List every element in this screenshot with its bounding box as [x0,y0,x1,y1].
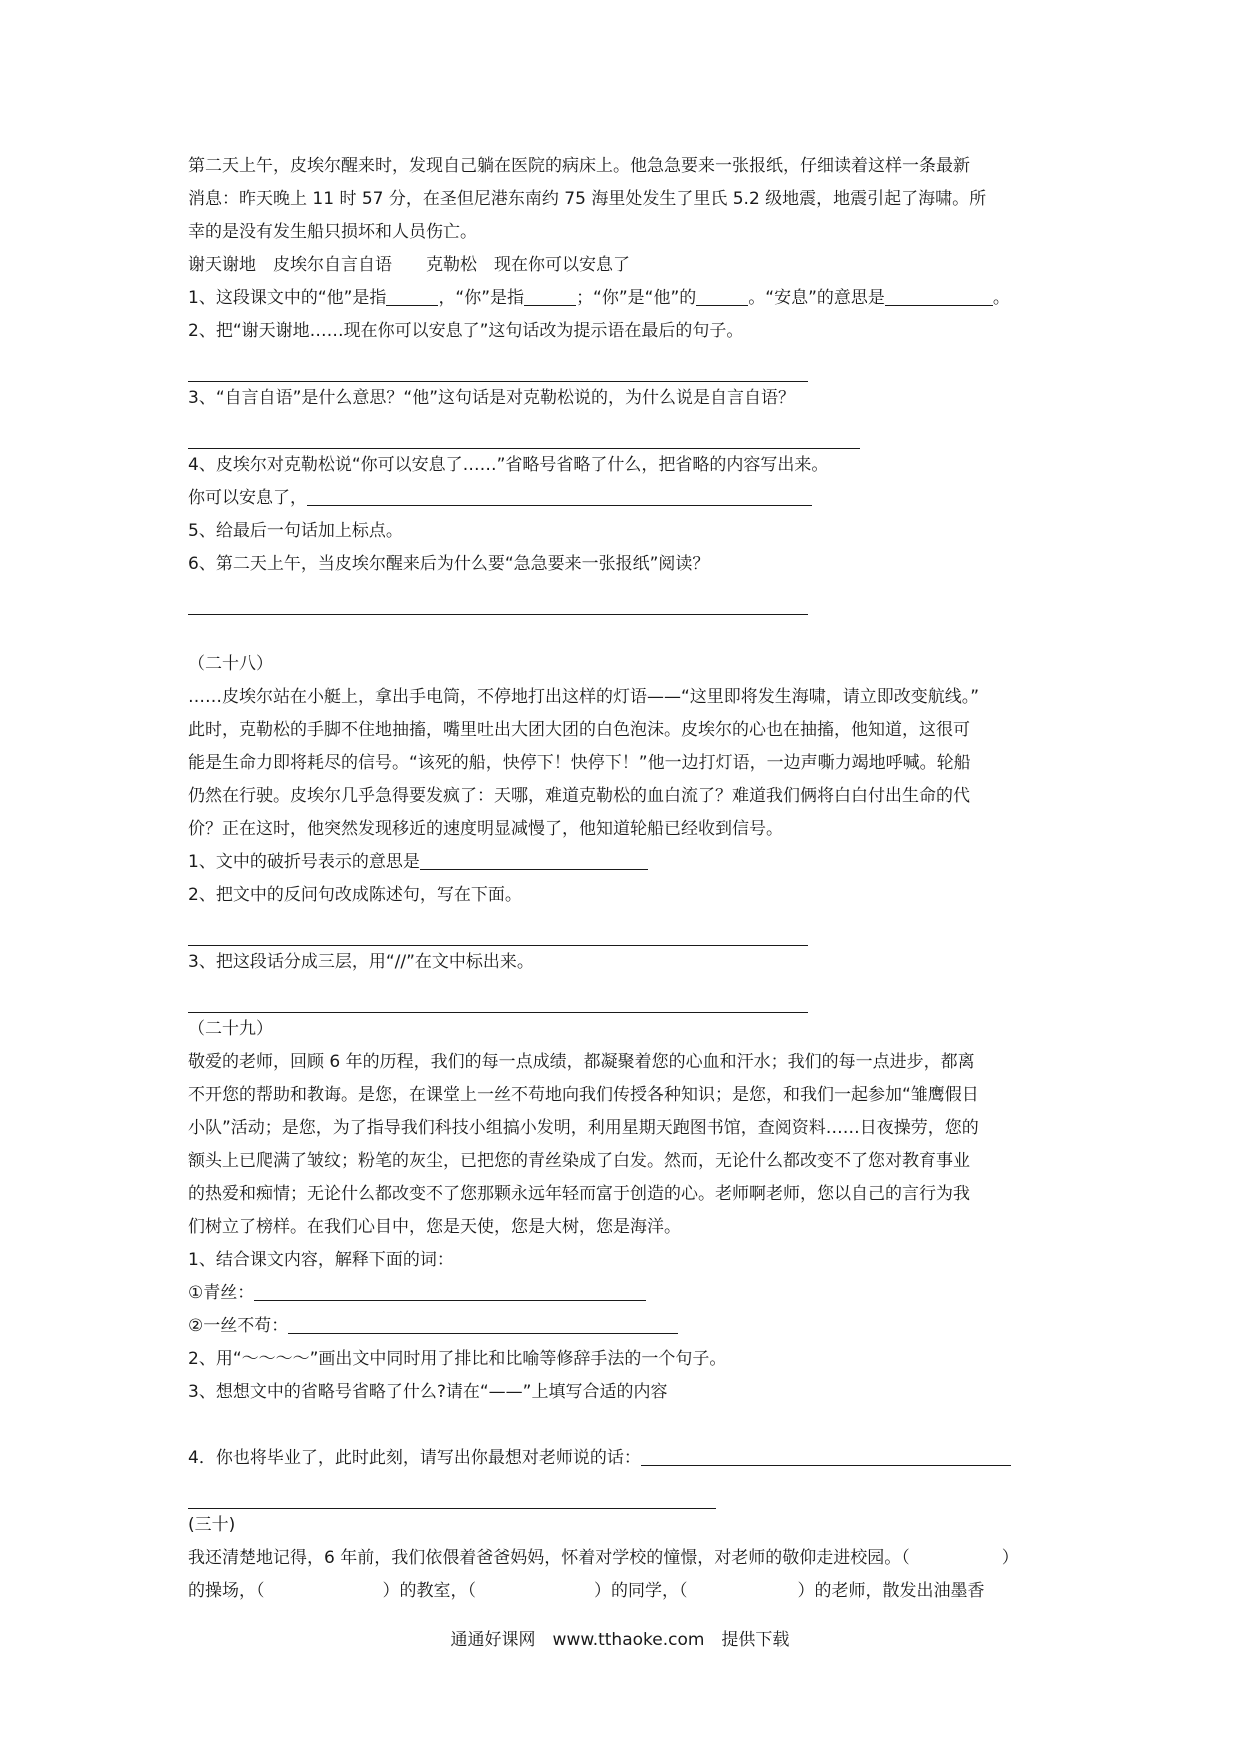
s28-question-2: 2、把文中的反问句改成陈述句，写在下面。 [188,885,522,905]
answer-blank[interactable] [288,1313,678,1334]
answer-blank[interactable] [386,285,438,306]
q4-text: 4．你也将毕业了，此时此刻，请写出你最想对老师说的话： [188,1448,641,1468]
s28-question-3: 3、把这段话分成三层，用“//”在文中标出来。 [188,952,534,972]
s29-question-1-item-1 [188,1277,1058,1310]
s28-paragraph-line: 此时，克勒松的手脚不住地抽搐，嘴里吐出大团大团的白色泡沫。皮埃尔的心也在抽搐，他知道，这很可 [188,720,970,740]
spacer [188,615,1058,648]
s27-question-4-answer [188,482,1058,515]
s27-paragraph-line: 第二天上午，皮埃尔醒来时，发现自己躺在医院的病床上。他急急要来一张报纸，仔细读着这样一条最新 [188,156,970,176]
q1-text: ；“你”是“他”的 [576,288,697,308]
s28-paragraph-line: ……皮埃尔站在小艇上，拿出手电筒，不停地打出这样的灯语——“这里即将发生海啸，请立即改变航线。” [188,687,980,707]
item-label: ②一丝不苟： [188,1316,289,1336]
s29-paragraph-line: 额头上已爬满了皱纹；粉笔的灰尘，已把您的青丝染成了白发。然而，无论什么都改变不了您对教育事业 [188,1151,970,1171]
q1-text: 1、文中的破折号表示的意思是 [188,852,420,872]
s30-text: ）的教室，（ [382,1581,476,1601]
answer-line[interactable] [188,348,808,382]
answer-blank[interactable] [524,285,576,306]
section-29-title: （二十九） [188,1019,273,1039]
answer-line[interactable] [188,1475,716,1509]
s29-question-2: 2、用“～～～～”画出文中同时用了排比和比喻等修辞手法的一个句子。 [188,1349,727,1369]
s27-sentence-fragments: 谢天谢地 皮埃尔自言自语 克勒松 现在你可以安息了 [188,255,630,275]
q1-text: ，“你”是指 [438,288,525,308]
s28-paragraph-line: 仍然在行驶。皮埃尔几乎急得要发疯了：天哪，难道克勒松的血白流了？难道我们俩将白白付出生命的代 [188,786,970,806]
s30-text: 的操场，（ [188,1581,265,1601]
answer-blank[interactable] [420,849,648,870]
s30-text: ） [1001,1548,1019,1568]
s27-question-6: 6、第二天上午，当皮埃尔醒来后为什么要“急急要来一张报纸”阅读？ [188,554,710,574]
worksheet-content [188,150,1058,1608]
s27-question-4: 4、皮埃尔对克勒松说“你可以安息了……”省略号省略了什么，把省略的内容写出来。 [188,455,829,475]
s30-text: ）的同学，（ [594,1581,688,1601]
q4-prefix: 你可以安息了， [188,488,307,508]
s29-paragraph-line: 敬爱的老师，回顾 6 年的历程，我们的每一点成绩，都凝聚着您的心血和汗水；我们的每一点进步，都离 [188,1052,975,1072]
answer-blank[interactable] [254,1280,646,1301]
section-30-title: (三十) [188,1515,236,1535]
answer-line[interactable] [188,581,808,615]
s27-paragraph-line: 消息：昨天晚上 11 时 57 分，在圣但尼港东南约 75 海里处发生了里氏 5.2 级地震，地震引起了海啸。所 [188,189,987,209]
s28-paragraph-line: 价？正在这时，他突然发现移近的速度明显减慢了，他知道轮船已经收到信号。 [188,819,783,839]
s27-question-2: 2、把“谢天谢地……现在你可以安息了”这句话改为提示语在最后的句子。 [188,321,744,341]
answer-line[interactable] [188,979,808,1013]
q1-text: 1、这段课文中的“他”是指 [188,288,387,308]
section-28-title: （二十八） [188,654,273,674]
s29-paragraph-line: 们树立了榜样。在我们心目中，您是天使，您是大树，您是海洋。 [188,1217,681,1237]
s27-question-1 [188,282,1058,315]
s28-question-1 [188,846,1058,879]
answer-blank[interactable] [696,285,748,306]
s27-paragraph-line: 幸的是没有发生船只损坏和人员伤亡。 [188,222,477,242]
q1-text: 。 [992,288,1010,308]
s29-question-1-item-2 [188,1310,1058,1343]
s29-paragraph-line: 小队”活动；是您，为了指导我们科技小组搞小发明，利用星期天跑图书馆，查阅资料……日夜操劳，您的 [188,1118,979,1138]
answer-blank[interactable] [307,485,812,506]
s27-question-3: 3、“自言自语”是什么意思？“他”这句话是对克勒松说的，为什么说是自言自语？ [188,388,796,408]
s30-text: 我还清楚地记得，6 年前，我们依偎着爸爸妈妈，怀着对学校的憧憬，对老师的敬仰走进校园。（ [188,1548,910,1568]
s30-paragraph-line [188,1575,1058,1608]
footer-credit: 通通好课网 www.tthaoke.com 提供下载 [450,1630,790,1650]
answer-line[interactable] [188,912,808,946]
answer-blank[interactable] [885,285,993,306]
answer-line[interactable] [188,415,860,449]
s29-paragraph-line: 不开您的帮助和教诲。是您，在课堂上一丝不苟地向我们传授各种知识；是您，和我们一起参加“雏鹰假日 [188,1085,979,1105]
s30-paragraph-line [188,1542,1058,1575]
item-label: ①青丝： [188,1283,255,1303]
s30-text: ）的老师，散发出油墨香 [797,1581,985,1601]
s29-question-4 [188,1442,1058,1475]
answer-blank[interactable] [641,1445,1011,1466]
s27-question-5: 5、给最后一句话加上标点。 [188,521,403,541]
s29-paragraph-line: 的热爱和痴情；无论什么都改变不了您那颗永远年轻而富于创造的心。老师啊老师，您以自己的言行为我 [188,1184,970,1204]
s28-paragraph-line: 能是生命力即将耗尽的信号。“该死的船，快停下！快停下！”他一边打灯语，一边声嘶力竭地呼喊。轮船 [188,753,971,773]
s29-question-1: 1、结合课文内容，解释下面的词： [188,1250,454,1270]
s29-question-3: 3、想想文中的省略号省略了什么?请在“——”上填写合适的内容 [188,1382,668,1402]
q1-text: 。“安息”的意思是 [748,288,885,308]
